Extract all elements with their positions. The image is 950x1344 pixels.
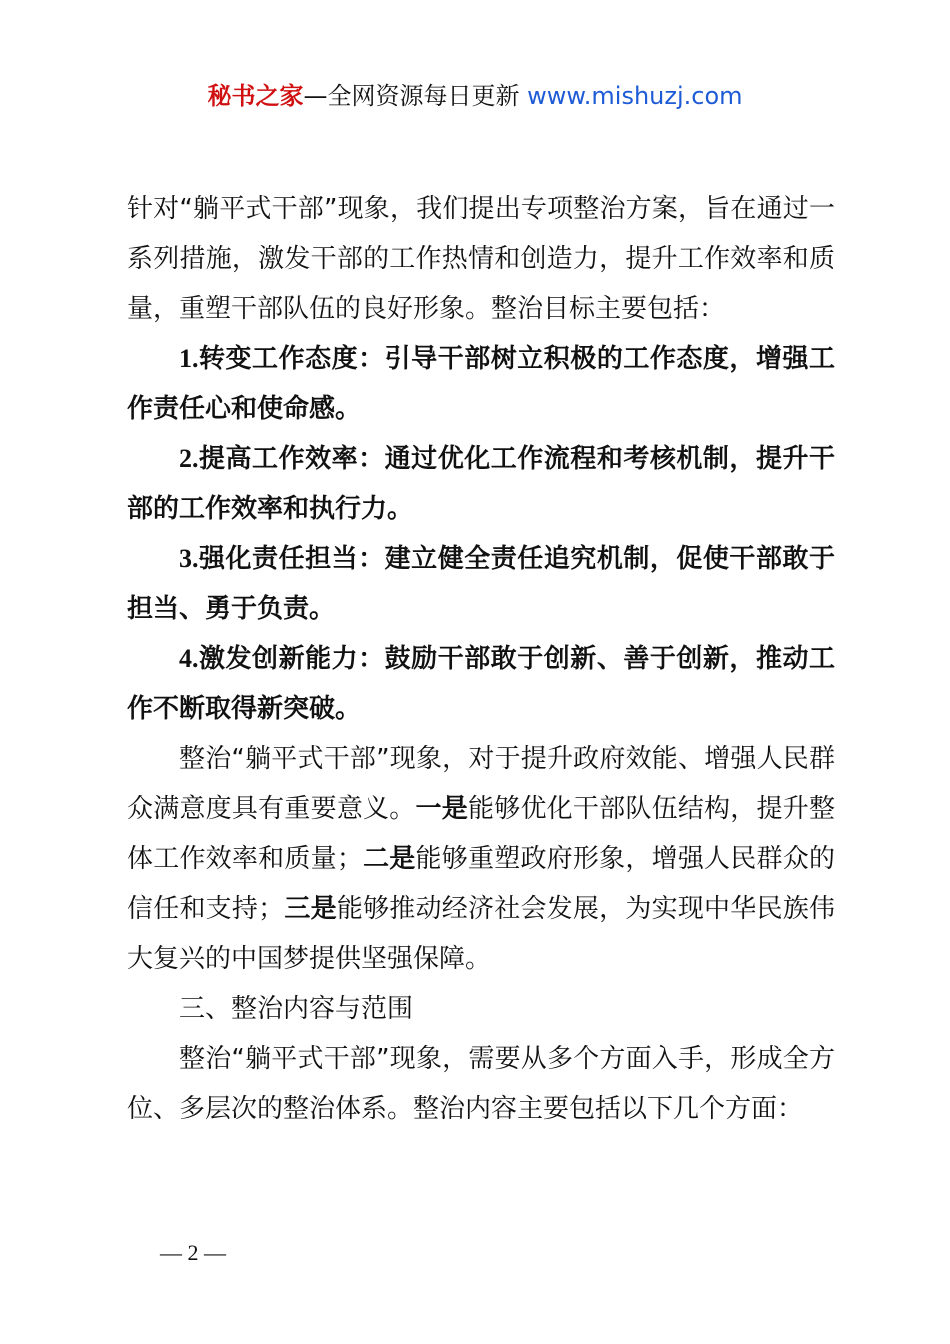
intro-paragraph: 针对“躺平式干部”现象，我们提出专项整治方案，旨在通过一系列措施，激发干部的工作热情和创造力，提升工作效率和质量，重塑干部队伍的良好形象。整治目标主要包括：	[127, 194, 835, 324]
goal-number: 1.	[179, 344, 199, 373]
goal-text: 激发创新能力：鼓励干部敢于创新、善于创新，推动工作不断取得新突破。	[127, 644, 835, 724]
section-heading: 三、整治内容与范围	[179, 994, 414, 1024]
keyword-first: 一是	[415, 794, 468, 824]
significance-paragraph	[127, 734, 835, 984]
significance-point-1: 能够优化干部队伍结构，提升整体工作效率和质量；	[127, 794, 835, 874]
page-number: — 2 —	[160, 1240, 226, 1265]
goal-text: 转变工作态度：引导干部树立积极的工作态度，增强工作责任心和使命感。	[127, 344, 835, 424]
goal-text: 强化责任担当：建立健全责任追究机制，促使干部敢于担当、勇于负责。	[127, 544, 835, 624]
site-header	[0, 80, 950, 112]
goal-item-4	[127, 634, 835, 734]
goal-number: 4.	[179, 644, 199, 673]
significance-lead: 整治“躺平式干部”现象，对于提升政府效能、增强人民群众满意度具有重要意义。	[127, 744, 835, 824]
goal-number: 2.	[179, 444, 199, 473]
goal-item-3	[127, 534, 835, 634]
goal-number: 3.	[179, 544, 199, 573]
significance-point-3: 能够推动经济社会发展，为实现中华民族伟大复兴的中国梦提供坚强保障。	[127, 894, 835, 974]
keyword-third: 三是	[284, 894, 337, 924]
document-body	[127, 184, 835, 1134]
goal-item-2	[127, 434, 835, 534]
significance-point-2: 能够重塑政府形象，增强人民群众的信任和支持；	[127, 844, 835, 924]
goal-text: 提高工作效率：通过优化工作流程和考核机制，提升干部的工作效率和执行力。	[127, 444, 835, 524]
site-url-link[interactable]: www.mishuzj.com	[527, 82, 743, 110]
keyword-second: 二是	[362, 844, 416, 874]
goal-item-1	[127, 334, 835, 434]
site-tagline: —全网资源每日更新	[303, 82, 520, 110]
scope-paragraph: 整治“躺平式干部”现象，需要从多个方面入手，形成全方位、多层次的整治体系。整治内容主要包括以下几个方面：	[127, 1044, 835, 1124]
site-brand: 秘书之家	[207, 82, 304, 110]
